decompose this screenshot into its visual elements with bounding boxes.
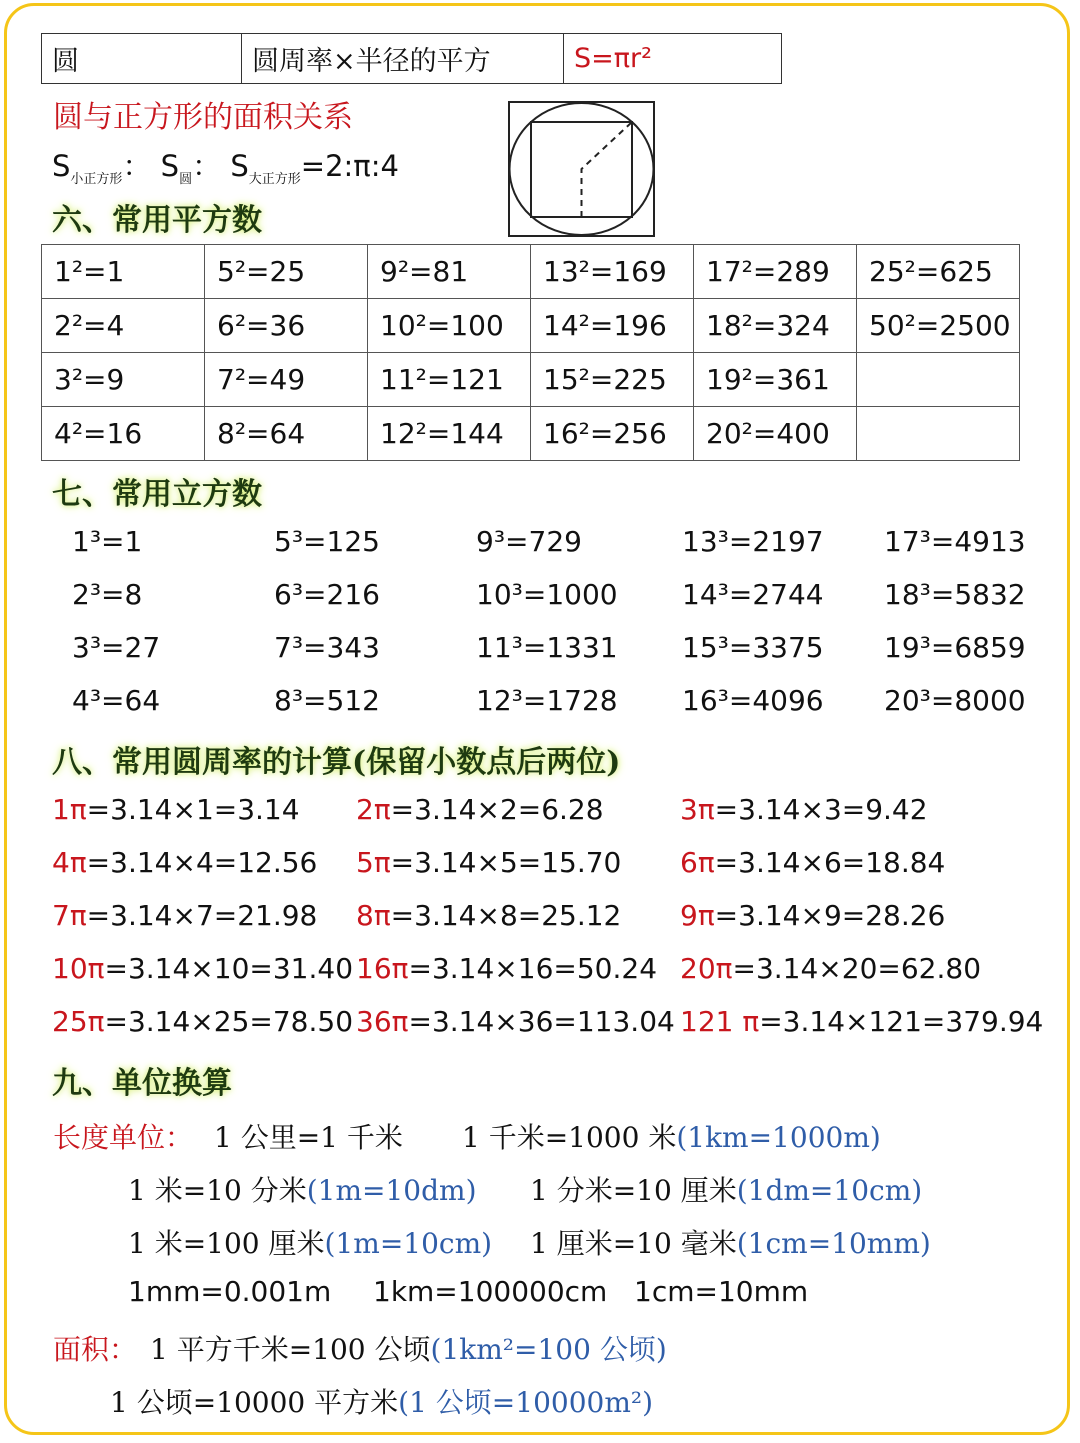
cube-item: 14³=2744 [682, 578, 824, 611]
s-small: S [52, 149, 71, 183]
square-cell: 50²=2500 [857, 299, 1020, 353]
square-cell: 4²=16 [42, 407, 205, 461]
pi-multiplier: 8π [356, 899, 391, 932]
cube-item: 13³=2197 [682, 525, 824, 558]
sub-big: 大正方形 [248, 171, 301, 187]
relation-title: 圆与正方形的面积关系 [53, 100, 353, 135]
square-cell: 25²=625 [857, 245, 1020, 299]
length-1a: 1 公里=1 千米 [214, 1121, 403, 1154]
square-cell: 8²=64 [205, 407, 368, 461]
pi-result: =3.14×36=113.04 [408, 1005, 675, 1038]
cube-item: 15³=3375 [682, 631, 824, 664]
length-2b-en: (1dm=10cm) [736, 1174, 923, 1207]
expr-cell: S=πr² [564, 34, 782, 84]
rule-cell: 圆周率×半径的平方 [242, 34, 564, 84]
length-4a: 1mm=0.001m [128, 1275, 332, 1308]
cube-item: 2³=8 [72, 578, 143, 611]
length-1b-en: (1km=1000m) [676, 1121, 881, 1154]
radius-lines [582, 122, 633, 217]
pi-multiplier: 1π [52, 793, 87, 826]
length-2b: 1 分米=10 厘米(1dm=10cm) [530, 1174, 923, 1207]
square-cell: 14²=196 [531, 299, 694, 353]
square-cell [857, 407, 1020, 461]
square-cell: 11²=121 [368, 353, 531, 407]
pi-item [356, 899, 621, 932]
square-cell: 3²=9 [42, 353, 205, 407]
sep-2: ： [192, 149, 222, 183]
pi-item [356, 846, 621, 879]
pi-multiplier: 3π [680, 793, 715, 826]
area-2-en: (1 公顷=10000m²) [398, 1386, 654, 1419]
pi-result: =3.14×16=50.24 [408, 952, 658, 985]
pi-result: =3.14×7=21.98 [86, 899, 318, 932]
pi-result: =3.14×5=15.70 [390, 846, 622, 879]
square-cell: 15²=225 [531, 353, 694, 407]
cube-item: 9³=729 [476, 525, 582, 558]
pi-multiplier: 4π [52, 846, 87, 879]
sub-small: 小正方形 [70, 171, 123, 187]
square-cell: 9²=81 [368, 245, 531, 299]
area-1-en: (1km²=100 公顷) [430, 1333, 667, 1366]
length-3a-en: (1m=10cm) [324, 1227, 493, 1260]
square-cell: 18²=324 [694, 299, 857, 353]
square-cell: 2²=4 [42, 299, 205, 353]
length-3b: 1 厘米=10 毫米(1cm=10mm) [530, 1227, 931, 1260]
square-cell: 19²=361 [694, 353, 857, 407]
squares-row [42, 299, 1020, 353]
square-cell: 1²=1 [42, 245, 205, 299]
section-nine-title: 九、单位换算 [52, 1066, 232, 1101]
area-2: 1 公顷=10000 平方米(1 公顷=10000m²) [110, 1386, 654, 1419]
pi-item [680, 1005, 1043, 1038]
cube-item: 4³=64 [72, 684, 161, 717]
pi-multiplier: 20π [680, 952, 733, 985]
pi-result: =3.14×20=62.80 [732, 952, 982, 985]
pi-multiplier: 121 π [680, 1005, 760, 1038]
pi-result: =3.14×6=18.84 [714, 846, 946, 879]
shape-cell: 圆 [42, 34, 242, 84]
section-six-title: 六、常用平方数 [52, 203, 262, 238]
square-cell: 16²=256 [531, 407, 694, 461]
s-big: S [230, 149, 249, 183]
pi-item [356, 952, 657, 985]
squares-row [42, 353, 1020, 407]
cube-item: 1³=1 [72, 525, 143, 558]
pi-item [52, 793, 300, 826]
cube-item: 19³=6859 [884, 631, 1026, 664]
pi-result: =3.14×1=3.14 [86, 793, 300, 826]
ratio: =2:π:4 [300, 149, 399, 183]
pi-result: =3.14×9=28.26 [714, 899, 946, 932]
pi-multiplier: 36π [356, 1005, 409, 1038]
squares-row [42, 407, 1020, 461]
squares-table [41, 244, 1020, 461]
circle-square-diagram [508, 101, 655, 237]
pi-item [680, 846, 945, 879]
pi-result: =3.14×3=9.42 [714, 793, 928, 826]
length-3b-en: (1cm=10mm) [736, 1227, 931, 1260]
square-cell: 7²=49 [205, 353, 368, 407]
cube-item: 20³=8000 [884, 684, 1026, 717]
cube-item: 7³=343 [274, 631, 380, 664]
square-cell: 17²=289 [694, 245, 857, 299]
length-4c: 1cm=10mm [634, 1275, 809, 1308]
pi-item [680, 793, 928, 826]
pi-item [680, 952, 981, 985]
pi-multiplier: 10π [52, 952, 105, 985]
square-cell: 12²=144 [368, 407, 531, 461]
square-cell: 5²=25 [205, 245, 368, 299]
length-4b: 1km=100000cm [373, 1275, 608, 1308]
pi-multiplier: 25π [52, 1005, 105, 1038]
area-label: 面积： [53, 1333, 138, 1366]
pi-item [356, 1005, 675, 1038]
pi-multiplier: 16π [356, 952, 409, 985]
cube-item: 10³=1000 [476, 578, 618, 611]
pi-result: =3.14×10=31.40 [104, 952, 354, 985]
cube-item: 8³=512 [274, 684, 380, 717]
cube-item: 17³=4913 [884, 525, 1026, 558]
cube-item: 6³=216 [274, 578, 380, 611]
cube-item: 16³=4096 [682, 684, 824, 717]
length-3a: 1 米=100 厘米(1m=10cm) [128, 1227, 493, 1260]
length-1b: 1 千米=1000 米(1km=1000m) [462, 1121, 881, 1154]
sub-circle: 圆 [179, 171, 193, 187]
pi-result: =3.14×4=12.56 [86, 846, 318, 879]
area-1: 1 平方千米=100 公顷(1km²=100 公顷) [150, 1333, 667, 1366]
pi-multiplier: 9π [680, 899, 715, 932]
pi-item [52, 952, 353, 985]
square-cell: 10²=100 [368, 299, 531, 353]
pi-result: =3.14×121=379.94 [759, 1005, 1044, 1038]
cube-item: 11³=1331 [476, 631, 618, 664]
length-label: 长度单位： [53, 1121, 194, 1154]
square-cell: 20²=400 [694, 407, 857, 461]
pi-result: =3.14×8=25.12 [390, 899, 622, 932]
relation-formula [52, 144, 399, 187]
pi-item [52, 846, 317, 879]
sep-1: ： [122, 149, 152, 183]
square-cell: 13²=169 [531, 245, 694, 299]
section-seven-title: 七、常用立方数 [52, 477, 262, 512]
square-cell: 6²=36 [205, 299, 368, 353]
cube-item: 3³=27 [72, 631, 161, 664]
pi-item [52, 1005, 353, 1038]
cube-item: 12³=1728 [476, 684, 618, 717]
square-cell [857, 353, 1020, 407]
pi-result: =3.14×25=78.50 [104, 1005, 354, 1038]
length-2a-en: (1m=10dm) [306, 1174, 477, 1207]
pi-multiplier: 6π [680, 846, 715, 879]
cube-item: 5³=125 [274, 525, 380, 558]
circle-formula-table [41, 33, 782, 84]
section-eight-title: 八、常用圆周率的计算(保留小数点后两位) [52, 745, 621, 780]
pi-result: =3.14×2=6.28 [390, 793, 604, 826]
pi-item [356, 793, 604, 826]
s-circle: S [160, 149, 180, 183]
pi-multiplier: 7π [52, 899, 87, 932]
cube-item: 18³=5832 [884, 578, 1026, 611]
pi-item [680, 899, 945, 932]
pi-item [52, 899, 317, 932]
pi-multiplier: 5π [356, 846, 391, 879]
pi-multiplier: 2π [356, 793, 391, 826]
length-2a: 1 米=10 分米(1m=10dm) [128, 1174, 477, 1207]
squares-row [42, 245, 1020, 299]
